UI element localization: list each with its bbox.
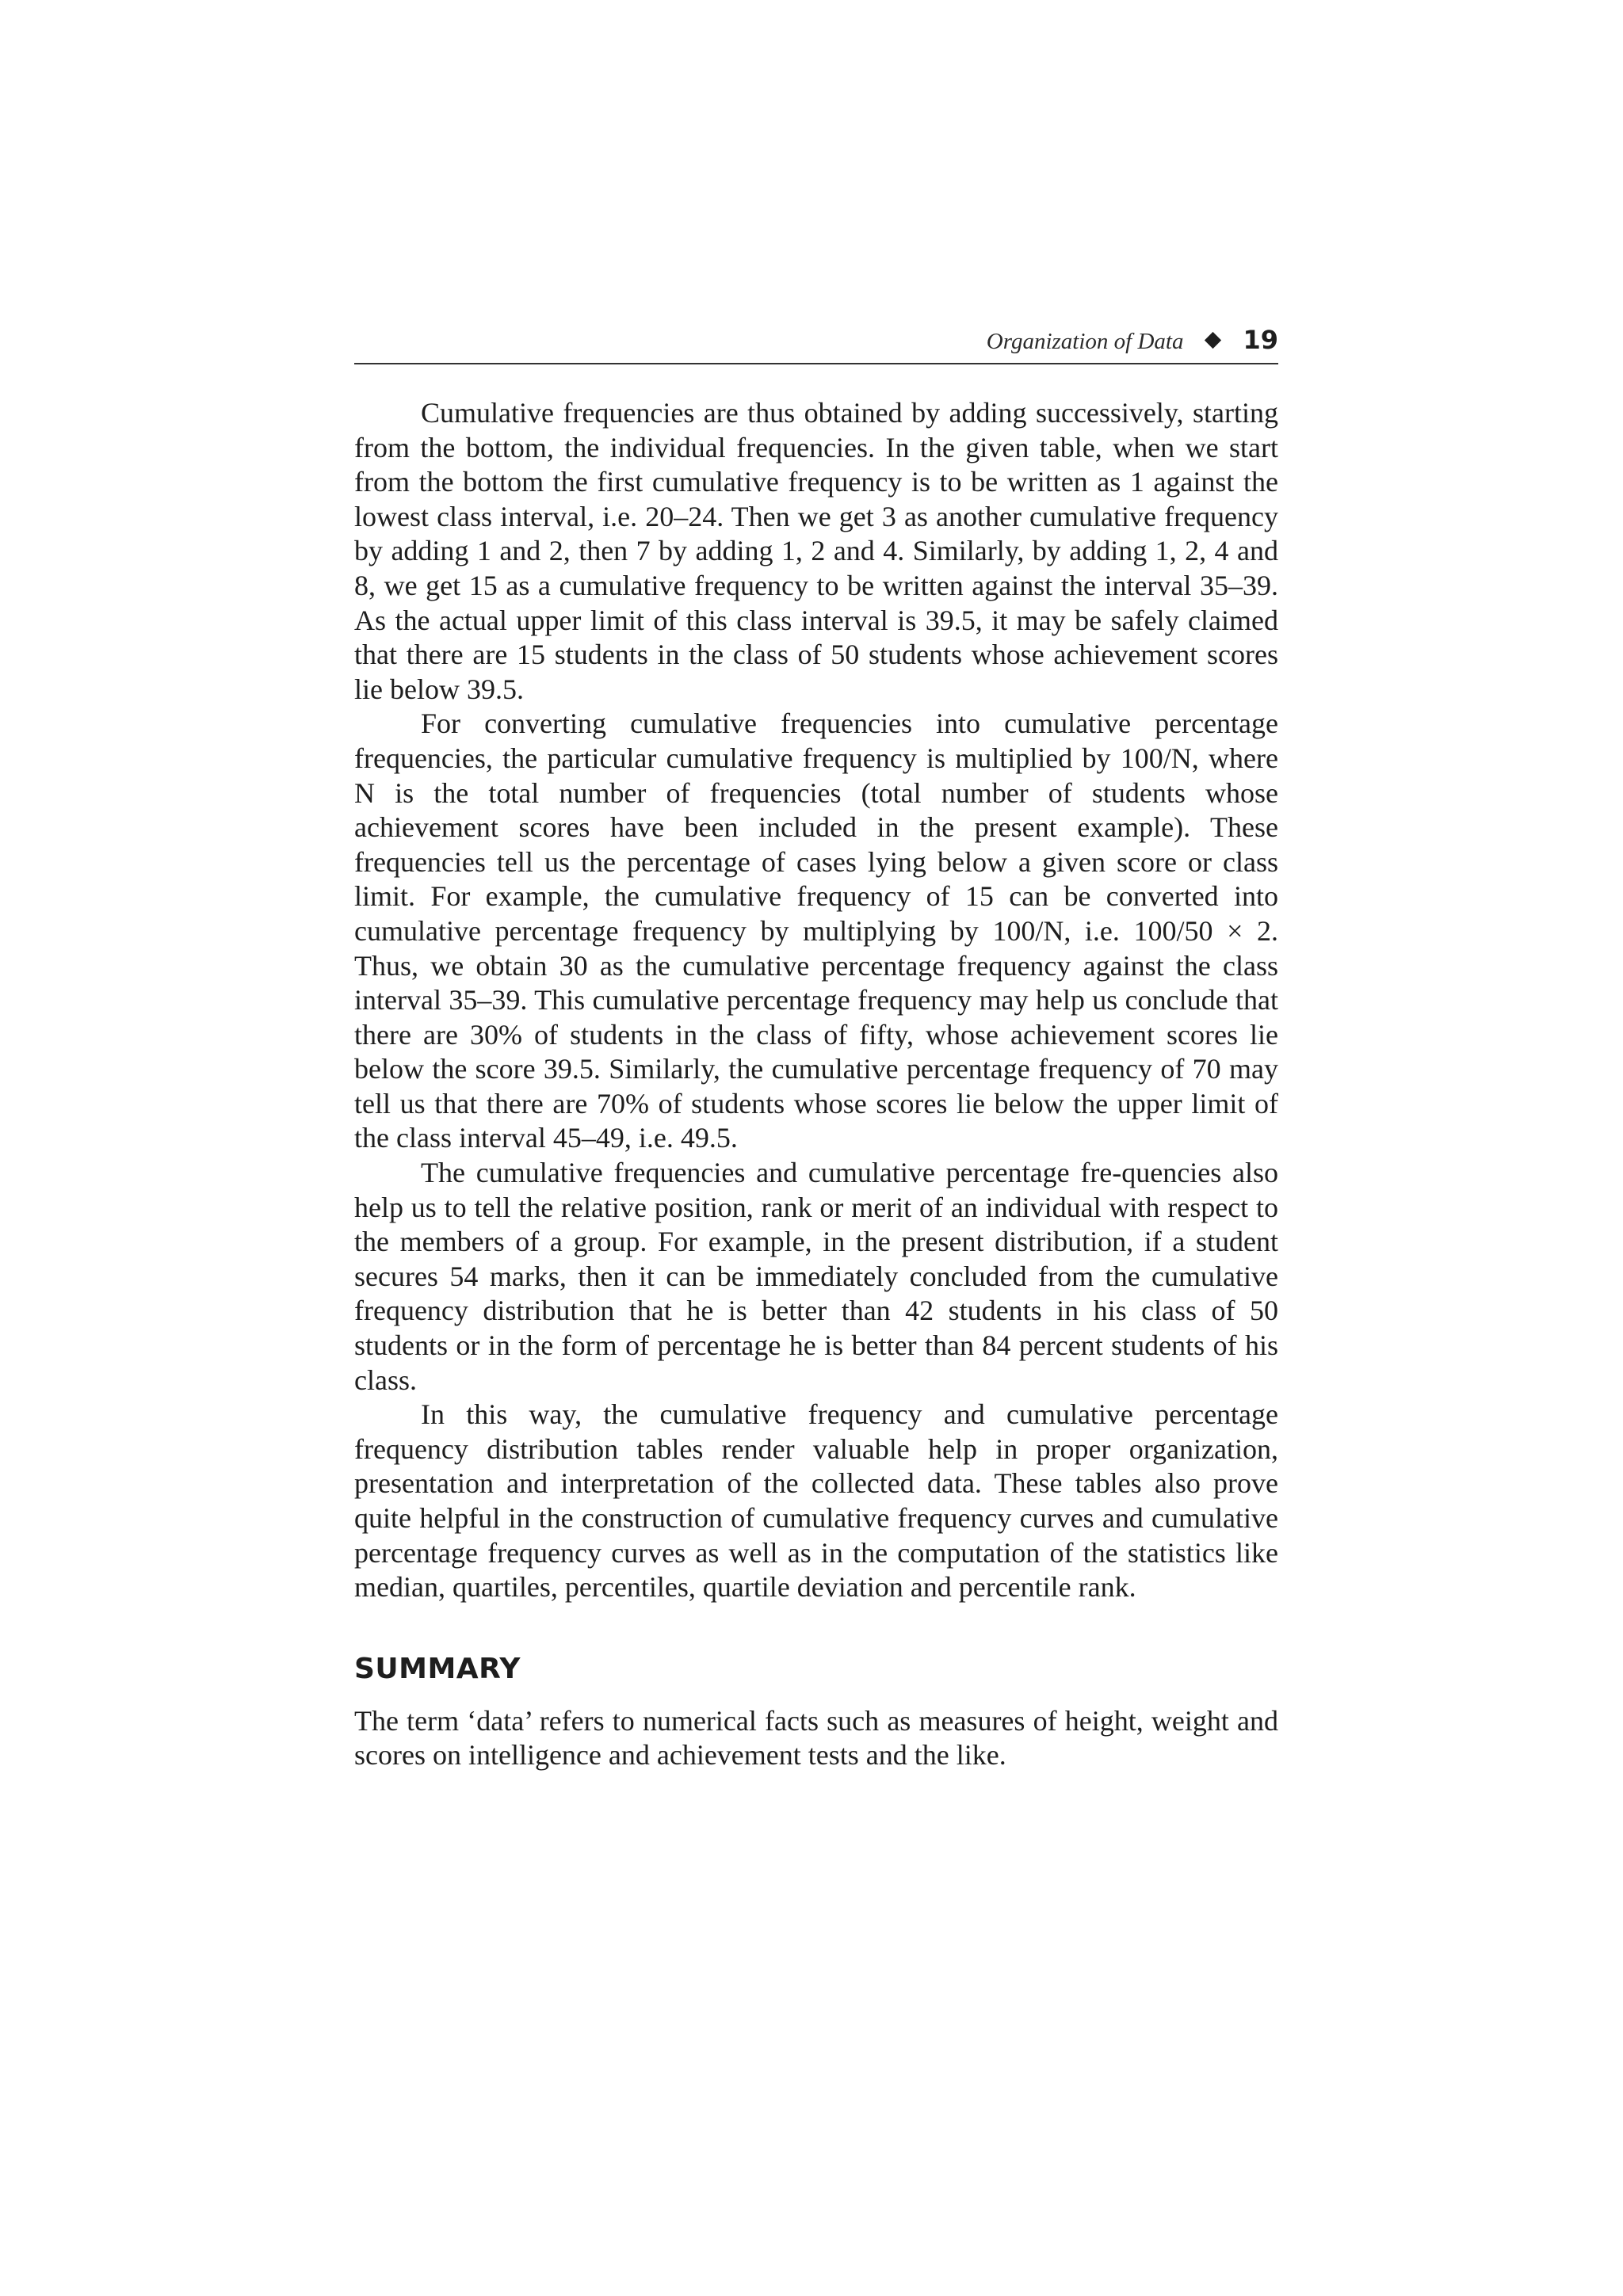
paragraph-3: The cumulative frequencies and cumulative percentage fre-quencies also help us to tell the relative position, rank or merit of an individual with respect to the members of a group. For example, in the present distribution, if a student secures 54 marks, then it can be immediately concluded from the cumulative frequency distribution that he is better than 42 students in his class of 50 students or in the form of percentage he is better than 84 percent students of his class. [354, 1157, 1278, 1396]
running-title: Organization of Data [986, 329, 1184, 354]
page-number: 19 [1243, 325, 1278, 355]
summary-text: The term ‘data’ refers to numerical facts such as measures of height, weight and scores on intelligence and achievement tests and the like. [354, 1704, 1278, 1772]
running-header [354, 325, 1278, 364]
body-text [354, 396, 1278, 1605]
diamond-icon [1205, 332, 1221, 349]
paragraph-2: For converting cumulative frequencies into cumulative percentage frequencies, the particular cumulative frequency is multiplied by 100/N, where N is the total number of frequencies (total number of students whose achievement scores have been included in the present example). These frequencies tell us the percentage of cases lying below a given score or class limit. For example, the cumulative frequency of 15 can be converted into cumulative percentage frequency by multiplying by 100/N, i.e. 100/50 × 2. Thus, we obtain 30 as the cumulative percentage frequency against the class interval 35–39. This cumulative percentage frequency may help us conclude that there are 30% of students in the class of fifty, whose achievement scores lie below the score 39.5. Similarly, the cumulative percentage frequency of 70 may tell us that there are 70% of students whose scores lie below the upper limit of the class interval 45–49, i.e. 49.5. [354, 707, 1278, 1154]
paragraph-1: Cumulative frequencies are thus obtained by adding successively, starting from the bottom, the individual frequencies. In the given table, when we start from the bottom the first cumulative frequency is to be written as 1 against the lowest class interval, i.e. 20–24. Then we get 3 as another cumulative frequency by adding 1 and 2, then 7 by adding 1, 2 and 4. Similarly, by adding 1, 2, 4 and 8, we get 15 as a cumulative frequency to be written against the interval 35–39. As the actual upper limit of this class interval is 39.5, it may be safely claimed that there are 15 students in the class of 50 students whose achievement scores lie below 39.5. [354, 397, 1278, 705]
summary-heading: SUMMARY [354, 1652, 521, 1685]
paragraph-4: In this way, the cumulative frequency and cumulative percentage frequency distribution tables render valuable help in proper organization, presentation and interpretation of the collected data. These tables also prove quite helpful in the construction of cumulative frequency curves and cumulative percentage frequency curves as well as in the computation of the statistics like median, quartiles, percentiles, quartile deviation and percentile rank. [354, 1398, 1278, 1604]
book-page [354, 325, 1278, 1773]
